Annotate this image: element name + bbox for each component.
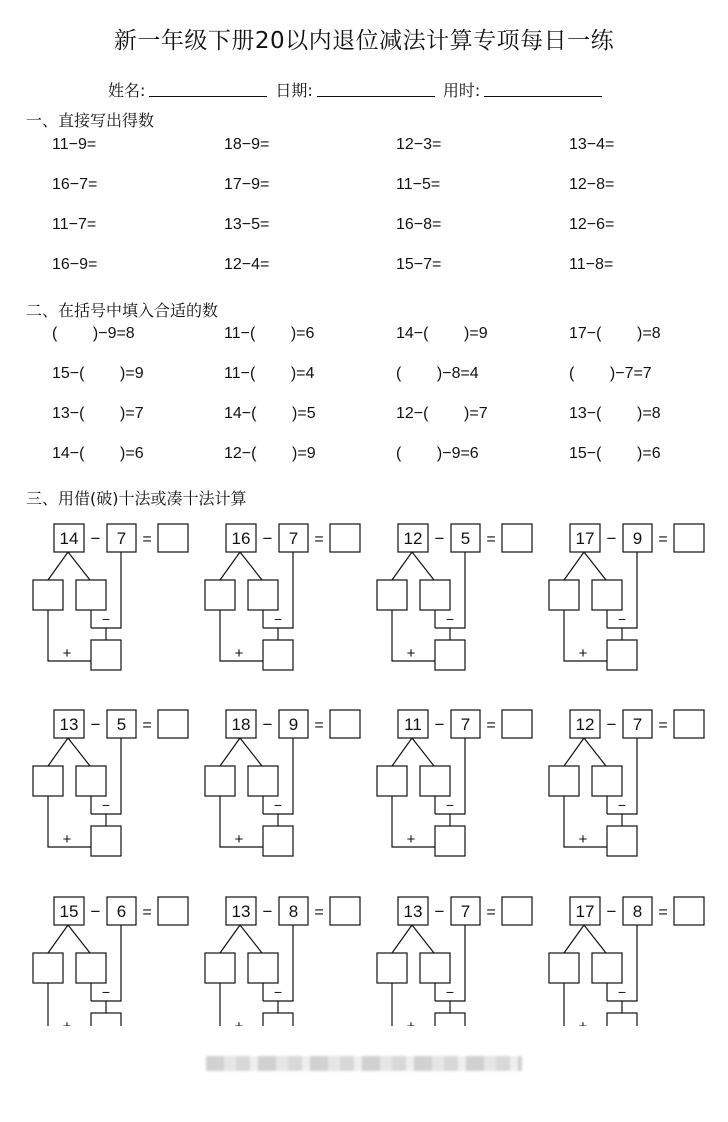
fill-bracket-problem: 14−( )=5 (224, 405, 316, 422)
minus-sign: − (262, 529, 273, 548)
direct-calc-problem: 18−9= (224, 136, 270, 153)
split-line (564, 925, 584, 953)
answer-box (502, 710, 532, 738)
minuend-number: 14 (59, 529, 79, 548)
minus-sign: − (445, 611, 455, 627)
minus-sign: − (90, 902, 101, 921)
minus-sign: − (434, 902, 445, 921)
answer-box (674, 524, 704, 552)
split-line (240, 925, 262, 953)
split-box-left (377, 580, 407, 610)
minuend-number: 18 (231, 715, 251, 734)
equals-sign: = (486, 904, 496, 921)
minuend-number: 13 (403, 902, 423, 921)
minuend-number: 12 (575, 715, 595, 734)
fill-bracket-problem: ( )−9=8 (52, 325, 135, 342)
answer-box (674, 897, 704, 925)
subtrahend-number: 9 (288, 715, 299, 734)
direct-calc-problem: 11−5= (396, 176, 441, 193)
split-line (48, 552, 68, 580)
minus-sign: − (617, 797, 627, 813)
page-title: 新一年级下册20以内退位减法计算专项每日一练 (113, 28, 615, 54)
subtrahend-number: 7 (460, 715, 471, 734)
fill-bracket-problem: ( )−9=6 (396, 445, 479, 462)
equals-sign: = (142, 531, 152, 548)
name-label: 姓名: (108, 81, 146, 100)
direct-calc-problem: 16−8= (396, 216, 442, 233)
minus-sign: − (606, 902, 617, 921)
equals-sign: = (142, 717, 152, 734)
equals-sign: = (658, 717, 668, 734)
minus-sign: − (606, 715, 617, 734)
equals-sign: = (658, 904, 668, 921)
equals-sign: = (142, 904, 152, 921)
answer-box (330, 710, 360, 738)
section-3-heading: 三、用借(破)十法或凑十法计算 (26, 489, 247, 508)
plus-sign: + (578, 831, 588, 848)
direct-calc-problem: 13−4= (569, 136, 615, 153)
equals-sign: = (658, 531, 668, 548)
split-box-left (33, 953, 63, 983)
minus-sign: − (617, 611, 627, 627)
subtrahend-number: 6 (116, 902, 127, 921)
direct-calc-problem: 11−8= (569, 256, 614, 273)
fill-bracket-problem: 12−( )=9 (224, 445, 316, 462)
direct-calc-problem: 12−6= (569, 216, 615, 233)
direct-calc-problem: 13−5= (224, 216, 270, 233)
minus-sign: − (606, 529, 617, 548)
minus-sign: − (434, 715, 445, 734)
direct-calc-problem: 16−7= (52, 176, 98, 193)
minus-sign: − (445, 797, 455, 813)
result-box (435, 640, 465, 670)
fill-bracket-problem: 14−( )=9 (396, 325, 488, 342)
split-line (392, 552, 412, 580)
minus-sign: − (90, 715, 101, 734)
split-line (220, 925, 240, 953)
split-line (220, 552, 240, 580)
equals-sign: = (486, 531, 496, 548)
fill-bracket-problem: 12−( )=7 (396, 405, 488, 422)
split-line (68, 552, 90, 580)
split-line (392, 925, 412, 953)
split-box-right (248, 953, 278, 983)
minuend-number: 12 (403, 529, 423, 548)
subtrahend-number: 8 (632, 902, 643, 921)
blurred-watermark (206, 1056, 522, 1071)
split-box-right (76, 766, 106, 796)
fill-bracket-problem: 11−( )=4 (224, 365, 315, 382)
page-bottom-margin (0, 1026, 728, 1122)
equals-sign: = (314, 904, 324, 921)
subtrahend-number: 7 (116, 529, 127, 548)
plus-sign: + (234, 645, 244, 662)
minus-sign: − (273, 611, 283, 627)
minuend-number: 13 (231, 902, 251, 921)
split-line (240, 738, 262, 766)
minus-sign: − (273, 797, 283, 813)
minus-sign: − (434, 529, 445, 548)
plus-sign: + (62, 831, 72, 848)
direct-calc-problem: 12−8= (569, 176, 615, 193)
split-line (392, 738, 412, 766)
subtrahend-number: 7 (632, 715, 643, 734)
answer-box (158, 710, 188, 738)
direct-calc-problem: 11−7= (52, 216, 97, 233)
result-box (91, 826, 121, 856)
result-box (91, 640, 121, 670)
split-box-left (205, 766, 235, 796)
answer-box (330, 897, 360, 925)
minuend-number: 11 (404, 715, 422, 734)
split-line (68, 925, 90, 953)
split-box-left (549, 580, 579, 610)
split-line (412, 552, 434, 580)
minus-sign: − (262, 902, 273, 921)
subtrahend-number: 9 (632, 529, 643, 548)
subtrahend-number: 5 (116, 715, 127, 734)
split-box-right (592, 766, 622, 796)
split-box-right (420, 953, 450, 983)
split-box-left (33, 766, 63, 796)
answer-box (502, 524, 532, 552)
minus-sign: − (445, 984, 455, 1000)
split-box-left (33, 580, 63, 610)
fill-bracket-problem: 17−( )=8 (569, 325, 661, 342)
direct-calc-problem: 16−9= (52, 256, 98, 273)
split-line (240, 552, 262, 580)
plus-sign: + (406, 831, 416, 848)
split-box-left (205, 580, 235, 610)
result-box (263, 826, 293, 856)
plus-sign: + (62, 645, 72, 662)
fill-bracket-problem: 15−( )=6 (569, 445, 661, 462)
minuend-number: 17 (575, 902, 595, 921)
equals-sign: = (314, 531, 324, 548)
split-box-left (377, 766, 407, 796)
fill-bracket-problem: ( )−7=7 (569, 365, 652, 382)
plus-sign: + (234, 831, 244, 848)
fill-bracket-problem: 14−( )=6 (52, 445, 144, 462)
fill-bracket-problem: 11−( )=6 (224, 325, 315, 342)
answer-box (502, 897, 532, 925)
minuend-number: 13 (59, 715, 79, 734)
split-line (48, 925, 68, 953)
split-box-right (592, 953, 622, 983)
split-line (412, 738, 434, 766)
split-box-left (549, 766, 579, 796)
split-box-right (592, 580, 622, 610)
equals-sign: = (486, 717, 496, 734)
subtrahend-number: 8 (288, 902, 299, 921)
answer-box (330, 524, 360, 552)
fill-bracket-problem: 13−( )=8 (569, 405, 661, 422)
minus-sign: − (262, 715, 273, 734)
split-line (220, 738, 240, 766)
fill-bracket-problem: 15−( )=9 (52, 365, 144, 382)
fill-bracket-problem: ( )−8=4 (396, 365, 479, 382)
direct-calc-problem: 12−3= (396, 136, 442, 153)
split-box-right (248, 580, 278, 610)
time-label: 用时: (442, 81, 481, 100)
minus-sign: − (101, 984, 111, 1000)
minus-sign: − (617, 984, 627, 1000)
direct-calc-problem: 11−9= (52, 136, 97, 153)
subtrahend-number: 5 (460, 529, 471, 548)
answer-box (674, 710, 704, 738)
split-box-right (76, 953, 106, 983)
answer-box (158, 897, 188, 925)
split-line (564, 738, 584, 766)
minuend-number: 16 (231, 529, 251, 548)
split-box-right (420, 766, 450, 796)
split-box-right (76, 580, 106, 610)
equals-sign: = (314, 717, 324, 734)
split-box-left (549, 953, 579, 983)
plus-sign: + (578, 645, 588, 662)
fill-bracket-problem: 13−( )=7 (52, 405, 144, 422)
minus-sign: − (101, 611, 111, 627)
split-box-right (248, 766, 278, 796)
result-box (607, 640, 637, 670)
split-box-left (377, 953, 407, 983)
date-label: 日期: (275, 81, 313, 100)
split-line (48, 738, 68, 766)
plus-sign: + (406, 645, 416, 662)
minus-sign: − (273, 984, 283, 1000)
direct-calc-problem: 17−9= (224, 176, 270, 193)
split-line (584, 925, 606, 953)
section-1-heading: 一、直接写出得数 (26, 111, 155, 130)
section-2-heading: 二、在括号中填入合适的数 (26, 301, 219, 320)
answer-box (158, 524, 188, 552)
split-box-right (420, 580, 450, 610)
minuend-number: 17 (575, 529, 595, 548)
result-box (435, 826, 465, 856)
direct-calc-problem: 12−4= (224, 256, 270, 273)
split-box-left (205, 953, 235, 983)
subtrahend-number: 7 (288, 529, 299, 548)
split-line (564, 552, 584, 580)
direct-calc-problem: 15−7= (396, 256, 442, 273)
result-box (263, 640, 293, 670)
split-line (584, 738, 606, 766)
subtrahend-number: 7 (460, 902, 471, 921)
minuend-number: 15 (59, 902, 79, 921)
split-line (584, 552, 606, 580)
minus-sign: − (90, 529, 101, 548)
split-line (68, 738, 90, 766)
split-line (412, 925, 434, 953)
minus-sign: − (101, 797, 111, 813)
result-box (607, 826, 637, 856)
